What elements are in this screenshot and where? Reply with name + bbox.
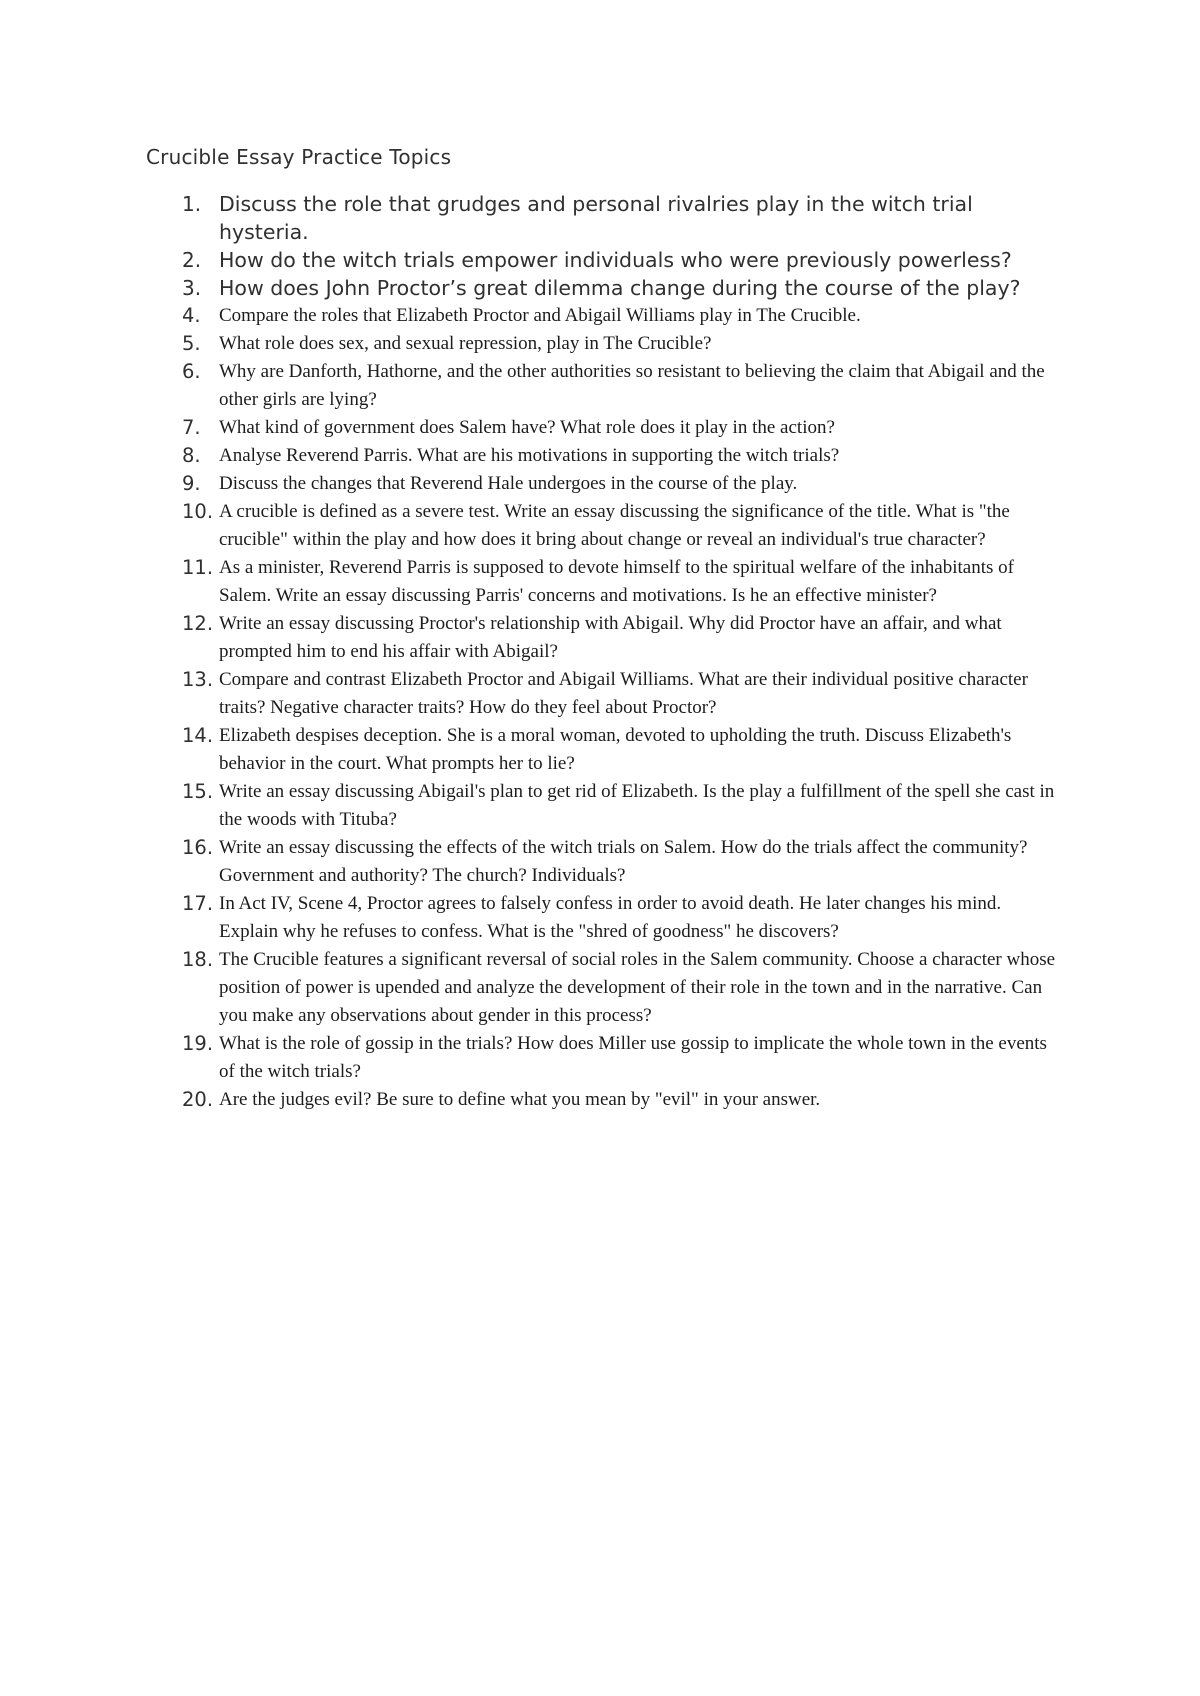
list-item	[182, 610, 1062, 666]
topic-number: 2.	[182, 248, 202, 272]
topic-number: 20.	[182, 1088, 214, 1111]
list-item	[182, 442, 1062, 470]
topic-number: 15.	[182, 780, 214, 803]
topic-text: Write an essay discussing Abigail's plan to get rid of Elizabeth. Is the play a fulfillment of the spell she cast in the woods with Tituba?	[219, 781, 1055, 830]
topic-number: 6.	[182, 360, 201, 383]
topic-list	[182, 190, 1062, 1114]
document-title: Crucible Essay Practice Topics	[146, 145, 452, 169]
list-item	[182, 666, 1062, 722]
list-item	[182, 358, 1062, 414]
topic-text: What kind of government does Salem have? What role does it play in the action?	[219, 417, 835, 438]
topic-number: 4.	[182, 304, 201, 327]
topic-text: Discuss the role that grudges and personal rivalries play in the witch trial hysteria.	[219, 192, 973, 244]
topic-text: Are the judges evil? Be sure to define what you mean by "evil" in your answer.	[219, 1089, 821, 1110]
list-item	[182, 274, 1062, 302]
topic-text: Compare and contrast Elizabeth Proctor and Abigail Williams. What are their individual positive character traits? Negative character traits? How do they feel about Proctor?	[219, 669, 1028, 718]
topic-text: Analyse Reverend Parris. What are his motivations in supporting the witch trials?	[219, 445, 840, 466]
list-item	[182, 778, 1062, 834]
list-item	[182, 1086, 1062, 1114]
topic-text: Write an essay discussing the effects of the witch trials on Salem. How do the trials affect the community? Government and authority? The church? Individuals?	[219, 837, 1028, 886]
topic-number: 14.	[182, 724, 214, 747]
list-item	[182, 890, 1062, 946]
topic-text: What role does sex, and sexual repression, play in The Crucible?	[219, 333, 712, 354]
topic-number: 16.	[182, 836, 214, 859]
list-item	[182, 302, 1062, 330]
topic-text: How does John Proctor’s great dilemma change during the course of the play?	[219, 276, 1021, 300]
topic-number: 17.	[182, 892, 214, 915]
list-item	[182, 414, 1062, 442]
topic-number: 7.	[182, 416, 201, 439]
topic-number: 8.	[182, 444, 201, 467]
topic-text: In Act IV, Scene 4, Proctor agrees to falsely confess in order to avoid death. He later changes his mind. Explain why he refuses to confess. What is the "shred of goodness" he discovers?	[219, 893, 1002, 942]
list-item	[182, 722, 1062, 778]
topic-number: 5.	[182, 332, 201, 355]
list-item	[182, 946, 1062, 1030]
topic-number: 12.	[182, 612, 214, 635]
topic-text: Why are Danforth, Hathorne, and the other authorities so resistant to believing the claim that Abigail and the other girls are lying?	[219, 361, 1045, 410]
list-item	[182, 834, 1062, 890]
topic-number: 13.	[182, 668, 214, 691]
topic-text: How do the witch trials empower individuals who were previously powerless?	[219, 248, 1012, 272]
topic-number: 18.	[182, 948, 214, 971]
list-item	[182, 246, 1062, 274]
list-item	[182, 1030, 1062, 1086]
topic-text: Write an essay discussing Proctor's relationship with Abigail. Why did Proctor have an affair, and what prompted him to end his affair with Abigail?	[219, 613, 1002, 662]
list-item	[182, 498, 1062, 554]
topic-text: The Crucible features a significant reversal of social roles in the Salem community. Choose a character whose position of power is upended and analyze the development of their role in the town and in the narrative. Can you make any observations about gender in this process?	[219, 949, 1056, 1026]
list-item	[182, 554, 1062, 610]
topic-number: 10.	[182, 500, 214, 523]
topic-number: 1.	[182, 192, 202, 216]
topic-text: Elizabeth despises deception. She is a moral woman, devoted to upholding the truth. Discuss Elizabeth's behavior in the court. What prompts her to lie?	[219, 725, 1012, 774]
list-item	[182, 470, 1062, 498]
topic-number: 9.	[182, 472, 201, 495]
topic-text: What is the role of gossip in the trials? How does Miller use gossip to implicate the whole town in the events of the witch trials?	[219, 1033, 1047, 1082]
topic-text: As a minister, Reverend Parris is supposed to devote himself to the spiritual welfare of the inhabitants of Salem. Write an essay discussing Parris' concerns and motivations. Is he an effective minister?	[219, 557, 1014, 606]
topic-number: 11.	[182, 556, 214, 579]
list-item	[182, 330, 1062, 358]
topic-text: Discuss the changes that Reverend Hale undergoes in the course of the play.	[219, 473, 798, 494]
topic-number: 3.	[182, 276, 202, 300]
topic-number: 19.	[182, 1032, 214, 1055]
list-item	[182, 190, 1062, 246]
topic-text: Compare the roles that Elizabeth Proctor and Abigail Williams play in The Crucible.	[219, 305, 861, 326]
topic-text: A crucible is defined as a severe test. Write an essay discussing the significance of the title. What is "the crucible" within the play and how does it bring about change or reveal an individual's true character?	[219, 501, 1010, 550]
